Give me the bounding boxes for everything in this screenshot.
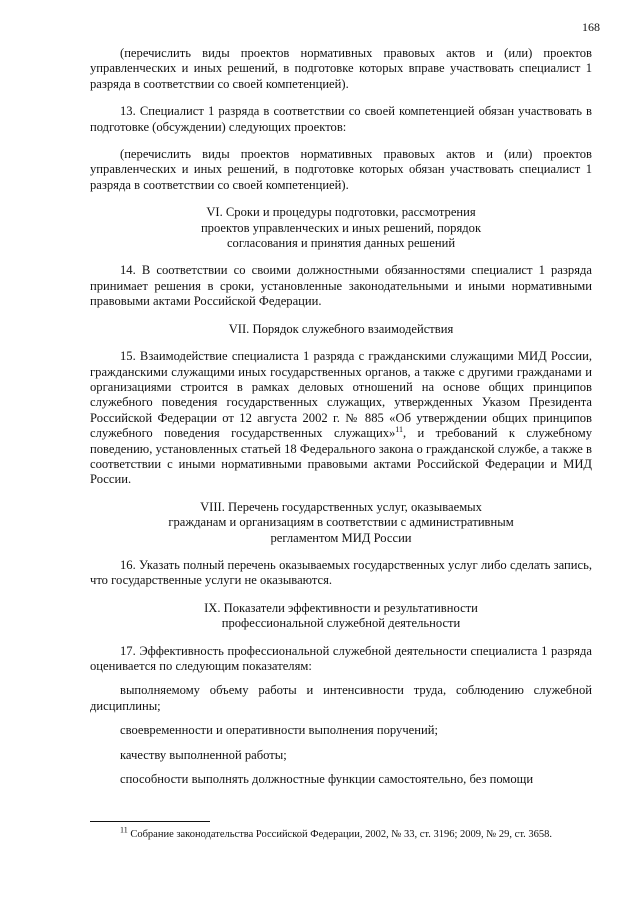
footnote-divider (90, 821, 210, 822)
paragraph-15-text-cont: , и требований к служебному поведению, установленных статьей 18 Федерального закона о гражданской службе, а также в соответствии с иными нормативными правовыми актами Российской Федерации и МИД России. (90, 426, 592, 487)
footnote-mark: 11 (120, 825, 128, 835)
heading-line: проектов управленческих и иных решений, порядок (200, 220, 482, 235)
heading-line: гражданам и организациям в соответствии с административным (168, 515, 514, 530)
paragraph-13: 13. Специалист 1 разряда в соответствии со своей компетенцией обязан участвовать в подготовке (обсуждении) следующих проектов: (90, 104, 592, 134)
heading-line: VIII. Перечень государственных услуг, оказываемых (200, 499, 482, 514)
paragraph-16: 16. Указать полный перечень оказываемых государственных услуг либо сделать запись, что государственные услуги не оказываются. (90, 557, 592, 588)
heading-line: профессиональной служебной деятельности (221, 616, 461, 631)
page-number: 168 (582, 20, 600, 34)
document-body (90, 46, 592, 787)
heading-line: VI. Сроки и процедуры подготовки, рассмотрения (206, 205, 476, 220)
footnote-reference: 11 (395, 424, 403, 434)
paragraph-14: 14. В соответствии со своими должностными обязанностями специалист 1 разряда принимает решения в сроки, установленные законодательными и иными нормативными правовыми актами Российской Федерации. (90, 263, 592, 309)
section-heading-7 (90, 322, 592, 337)
heading-line: IX. Показатели эффективности и результативности (204, 600, 478, 615)
section-heading-8 (90, 500, 592, 546)
indicator-item: способности выполнять должностные функции самостоятельно, без помощи (120, 772, 534, 787)
paragraph-17: 17. Эффективность профессиональной служебной деятельности специалиста 1 разряда оценивается по следующим показателям: (90, 643, 592, 673)
paragraph-15-text: 15. Взаимодействие специалиста 1 разряда с гражданскими служащими МИД России, гражданскими служащими иных государственных органов, а также с другими гражданами и организациями строится в рамках деловых отношений на основе общих принципов служебного поведения государственных служащих, утвержденных Указом Президента Российской Федерации от 12 августа 2002 г. № 885 «Об утверждении общих принципов служебного поведения государственных служащих» (90, 349, 592, 441)
heading-line: VII. Порядок служебного взаимодействия (228, 321, 454, 336)
section-heading-9 (90, 601, 592, 632)
paragraph-15 (90, 349, 592, 488)
footnote (120, 825, 552, 840)
heading-line: согласования и принятия данных решений (226, 236, 456, 251)
indicator-item: качеству выполненной работы; (120, 747, 287, 762)
indicator-item: выполняемому объему работы и интенсивности труда, соблюдению служебной дисциплины; (90, 683, 592, 713)
paragraph-12-note: (перечислить виды проектов нормативных правовых актов и (или) проектов управленческих и иных решений, в подготовке которых вправе участвовать специалист 1 разряда в соответствии со своей компетенцией). (90, 46, 592, 91)
indicator-item: своевременности и оперативности выполнения поручений; (120, 723, 438, 738)
footnote-text: Собрание законодательства Российской Федерации, 2002, № 33, ст. 3196; 2009, № 29, ст. 3658. (130, 829, 552, 840)
section-heading-6 (90, 205, 592, 251)
heading-line: регламентом МИД России (270, 530, 412, 545)
paragraph-13-note: (перечислить виды проектов нормативных правовых актов и (или) проектов управленческих и иных решений, в подготовке которых обязан участвовать специалист 1 разряда в соответствии со своей компетенцией). (90, 147, 592, 192)
